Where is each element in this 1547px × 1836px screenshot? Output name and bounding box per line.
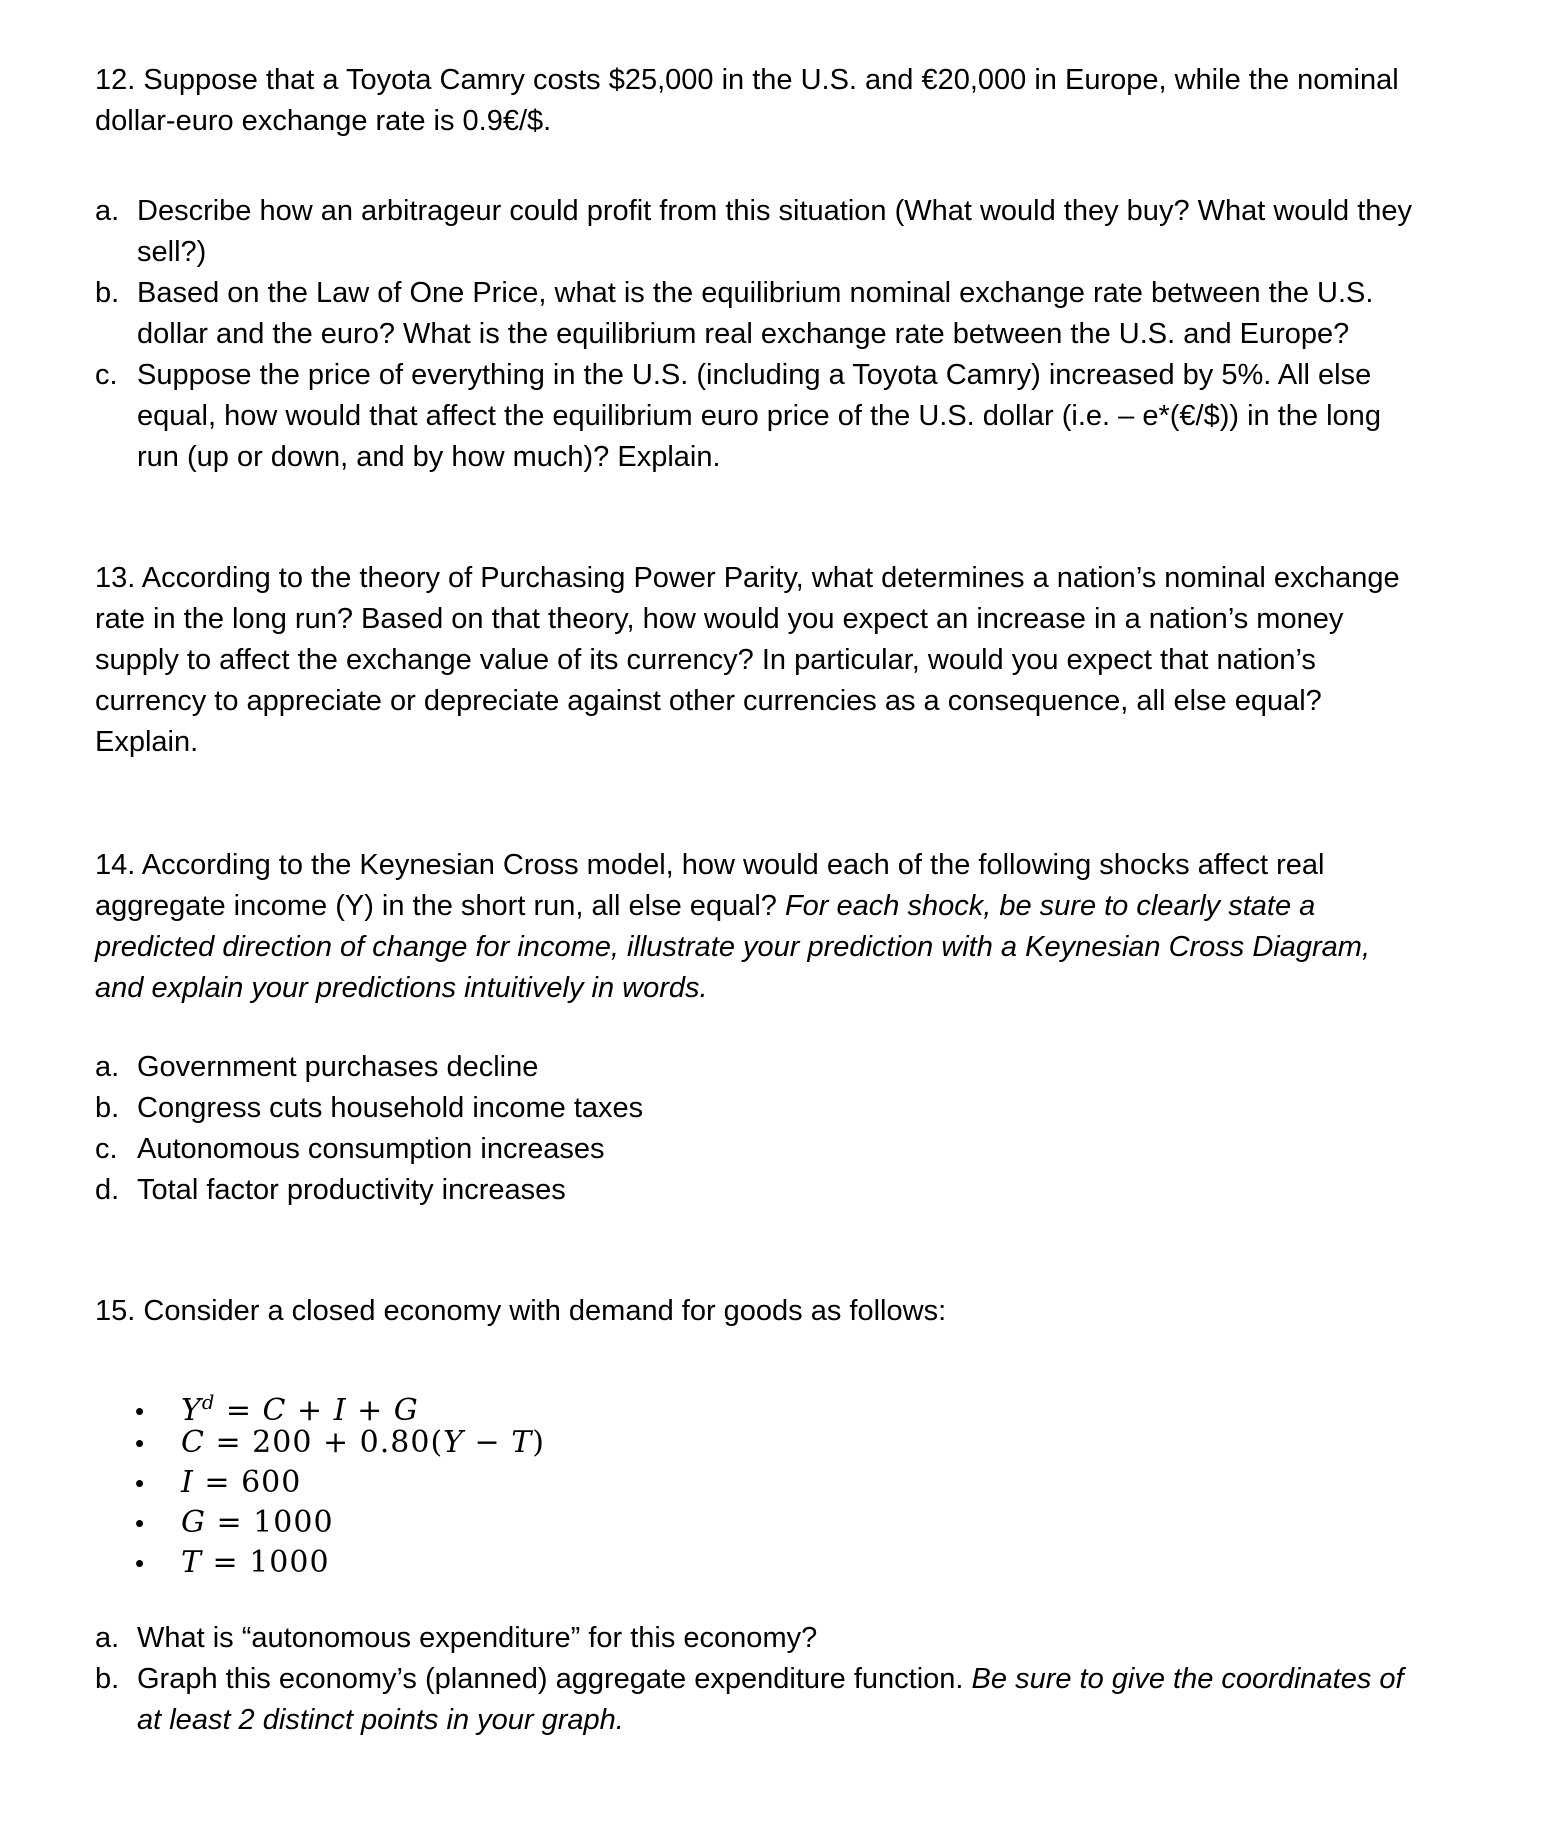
item-text: Autonomous consumption increases xyxy=(137,1133,605,1165)
item-label: a. xyxy=(95,195,120,227)
question-13-text: 13. According to the theory of Purchasing Power Parity, what determines a nation’s nominal exchange rate in the long run? Based on that theory, how would you expect an increase in a nation’s money supply to affect the exchange value of its currency? In particular, would you expect that nation’s currency to appreciate or depreciate against other currencies as a consequence, all else equal? Explain. xyxy=(95,562,1400,758)
equation-row xyxy=(95,1542,1425,1582)
item-text xyxy=(137,1659,1425,1741)
equation-i: I = 600 xyxy=(181,1465,302,1500)
item-label: a. xyxy=(95,1622,120,1654)
item-label: d. xyxy=(95,1174,120,1206)
item-text-normal: What is “autonomous expenditure” for this economy? xyxy=(137,1622,818,1654)
equation-yd: $Y^d = C + I + G$ xyxy=(181,1391,419,1428)
bullet-icon: • xyxy=(135,1548,145,1578)
bullet-icon: • xyxy=(135,1468,145,1498)
bullet-icon: • xyxy=(135,1508,145,1538)
item-text xyxy=(137,1618,1425,1659)
item-text: Suppose the price of everything in the U.S. (including a Toyota Camry) increased by 5%. All else equal, how would that affect the equilibrium euro price of the U.S. dollar (i.e. – e*(€/$)) in the long run (up or down, and by how much)? Explain. xyxy=(137,359,1381,473)
question-12 xyxy=(95,60,1425,478)
list-item-15a xyxy=(95,1618,1425,1659)
list-item-14d xyxy=(95,1170,1425,1211)
item-label: b. xyxy=(95,1663,120,1695)
equation-row xyxy=(95,1382,1425,1428)
equation-row xyxy=(95,1422,1425,1462)
equation-c: C = 200 + 0.80(Y − T) xyxy=(181,1425,545,1460)
question-15-sublist xyxy=(95,1618,1425,1741)
item-text: Based on the Law of One Price, what is the equilibrium nominal exchange rate between the U.S. dollar and the euro? What is the equilibrium real exchange rate between the U.S. and Europe? xyxy=(137,277,1374,350)
item-text: Congress cuts household income taxes xyxy=(137,1092,644,1124)
list-item-12a xyxy=(95,191,1425,273)
item-text-italic: Be sure to give the coordinates of at least 2 distinct points in your graph. xyxy=(137,1663,1404,1736)
list-item-14c xyxy=(95,1129,1425,1170)
question-14-sublist xyxy=(95,1047,1425,1211)
item-text: Total factor productivity increases xyxy=(137,1174,566,1206)
question-12-intro: 12. Suppose that a Toyota Camry costs $25,000 in the U.S. and €20,000 in Europe, while the nominal dollar-euro exchange rate is 0.9€/$. xyxy=(95,64,1399,137)
item-label: c. xyxy=(95,1133,118,1165)
list-item-15b xyxy=(95,1659,1425,1741)
list-item-14b xyxy=(95,1088,1425,1129)
question-14-intro xyxy=(95,845,1425,1009)
list-item-12c xyxy=(95,355,1425,478)
list-item-12b xyxy=(95,273,1425,355)
question-13 xyxy=(95,558,1425,763)
question-14-intro-italic: For each shock, be sure to clearly state a predicted direction of change for income, illustrate your prediction with a Keynesian Cross Diagram, and explain your predictions intuitively in words. xyxy=(95,890,1371,1004)
bullet-icon: • xyxy=(135,1396,145,1426)
question-14-intro-normal: 14. According to the Keynesian Cross model, how would each of the following shocks affect real aggregate income (Y) in the short run, all else equal? xyxy=(95,849,1325,922)
equation-row xyxy=(95,1502,1425,1542)
item-label: c. xyxy=(95,359,118,391)
list-item-14a xyxy=(95,1047,1425,1088)
question-15-intro: 15. Consider a closed economy with demand for goods as follows: xyxy=(95,1295,947,1327)
bullet-icon: • xyxy=(135,1428,145,1458)
item-label: b. xyxy=(95,277,120,309)
equation-t: T = 1000 xyxy=(181,1545,330,1580)
question-12-sublist xyxy=(95,191,1425,478)
question-15-equations xyxy=(95,1382,1425,1582)
item-text-normal: Graph this economy’s (planned) aggregate expenditure function. xyxy=(137,1663,972,1695)
item-text: Describe how an arbitrageur could profit from this situation (What would they buy? What would they sell?) xyxy=(137,195,1413,268)
item-label: a. xyxy=(95,1051,120,1083)
equation-g: G = 1000 xyxy=(181,1505,334,1540)
question-15 xyxy=(95,1291,1425,1741)
equation-row xyxy=(95,1462,1425,1502)
item-text: Government purchases decline xyxy=(137,1051,539,1083)
question-14 xyxy=(95,845,1425,1211)
item-label: b. xyxy=(95,1092,120,1124)
